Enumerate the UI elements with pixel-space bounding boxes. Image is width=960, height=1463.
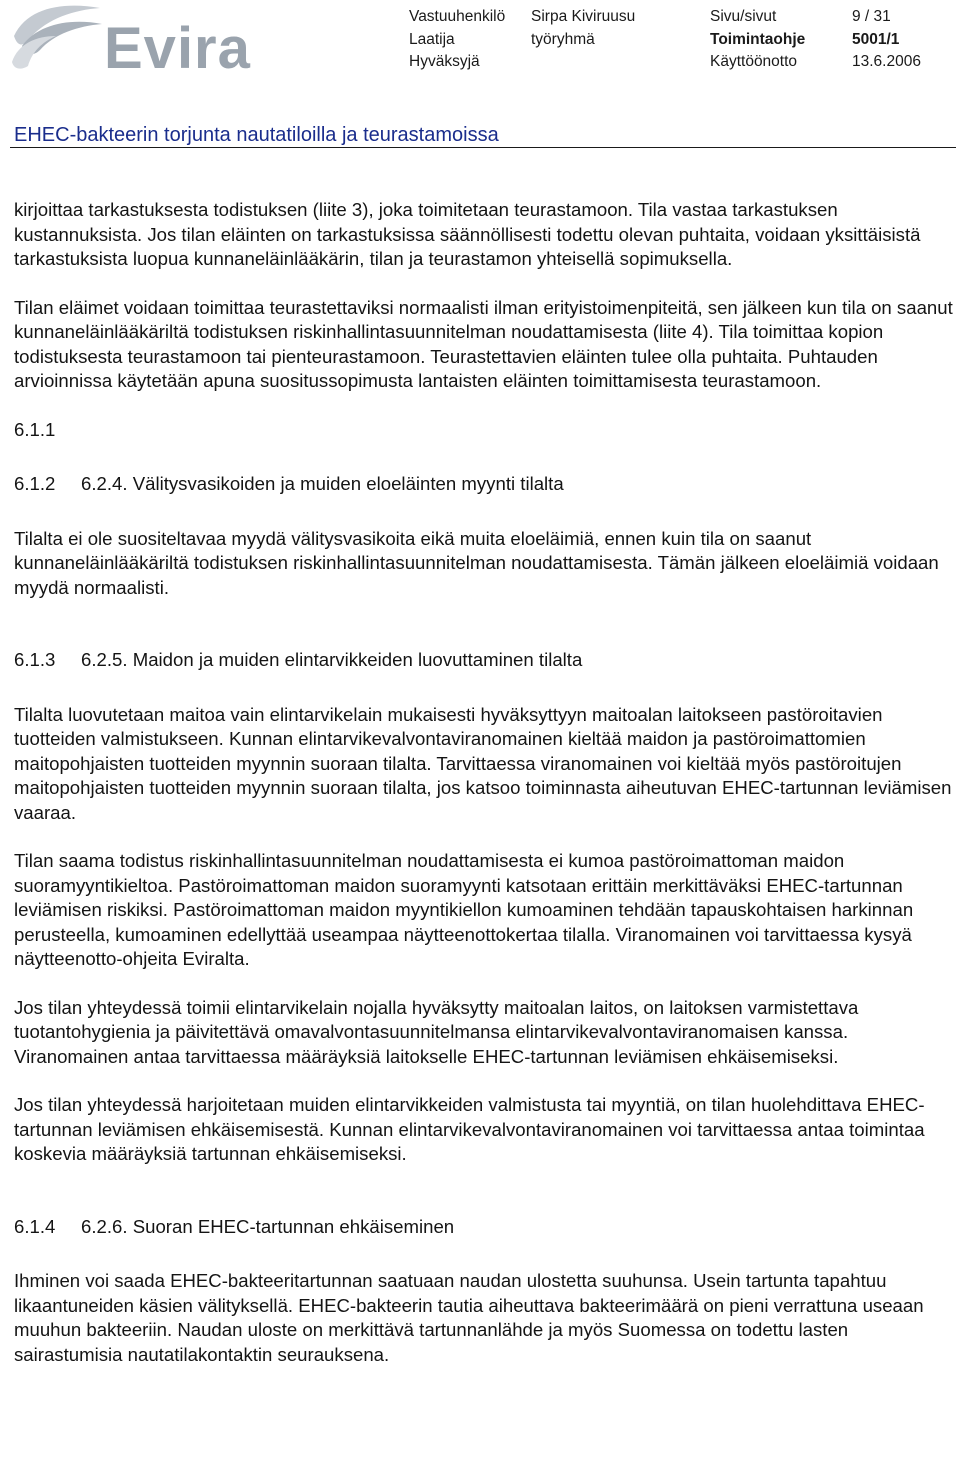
section-heading	[14, 472, 954, 497]
paragraph: Tilalta luovutetaan maitoa vain elintarvikelain mukaisesti hyväksyttyyn maitoalan laitokseen pastöroitavien tuotteiden valmistukseen. Kunnan elintarvikevalvontaviranomainen kieltää maidon ja pastöroimattomien maitopohjaisten tuotteiden myynnin suoraan tilalta. Tarvittaessa viranomainen voi kieltää myös pastöroitujen maitopohjaisten tuotteiden myynnin suoraan tilalta, jos katsoo toiminnasta aiheutuvan EHEC-tartunnan leviämisen vaaraa.	[14, 703, 952, 823]
value-author: työryhmä	[531, 30, 595, 48]
paragraph: kirjoittaa tarkastuksesta todistuksen (liite 3), joka toimitetaan teurastamoon. Tila vastaa tarkastuksen kustannuksista. Jos tilan eläinten on tarkastuksissa säännöllisesti todettu olevan puhtaita, voidaan yksittäisistä tarkastuksista luopua kunnaneläinlääkärin, tilan ja teurastamon yhteisellä sopimuksella.	[14, 199, 921, 269]
paragraph: Jos tilan yhteydessä toimii elintarvikelain nojalla hyväksytty maitoalan laitos, on laitoksen varmistettava tuotantohygienia ja päivitettävä omavalvontasuunnitelmansa elintarvikevalvontaviranomaisen kanssa. Viranomainen antaa tarvittaessa määräyksiä laitokselle EHEC-tartunnan leviämisen ehkäisemiseksi.	[14, 996, 859, 1067]
document-title: EHEC-bakteerin torjunta nautatiloilla ja teurastamoissa	[14, 124, 499, 146]
heading-text: Maidon ja muiden elintarvikkeiden luovuttaminen tilalta	[132, 649, 583, 670]
label-responsible: Vastuuhenkilö	[409, 8, 506, 25]
heading-subnumber: 6.2.5.	[81, 649, 128, 670]
logo-wordmark: Evira	[104, 16, 251, 74]
section-heading	[14, 1215, 954, 1240]
evira-logo-graphic	[8, 2, 264, 74]
heading-number: 6.1.2	[14, 473, 56, 494]
heading-text: Välitysvasikoiden ja muiden eloeläinten myynti tilalta	[132, 473, 564, 494]
meta-values-left	[531, 6, 635, 51]
section-number: 6.1.1	[14, 418, 56, 440]
paragraph: Jos tilan yhteydessä harjoitetaan muiden elintarvikkeiden valmistusta tai myyntiä, on tilan huolehdittava EHEC-tartunnan leviämisen ehkäisemisestä. Kunnan elintarvikevalvontaviranomainen voi tarvittaessa antaa toimintaa koskevia määräyksiä tartunnan ehkäisemiseksi.	[14, 1094, 925, 1164]
value-effective-date: 13.6.2006	[852, 53, 921, 70]
meta-labels-left	[409, 6, 505, 74]
label-author: Laatija	[409, 30, 455, 48]
document-body	[14, 198, 954, 1367]
section-heading	[14, 648, 954, 673]
header-divider	[10, 147, 956, 148]
heading-number: 6.1.4	[14, 1215, 56, 1237]
paragraph: Tilan saama todistus riskinhallintasuunnitelman noudattamisesta ei kumoa pastöroimattoman maidon suoramyyntikieltoa. Pastöroimattoman maidon suoramyynti katsotaan erittäin merkittäväksi EHEC-tartunnan leviämisen riskiksi. Pastöroimattoman maidon myyntikiellon kumoaminen tehdään tapauskohtaisen harkinnan perusteella, kumoaminen edellyttää useampaa näytteenottokertaa tilalla. Viranomainen voi tarvittaessa kysyä näytteenotto-ohjeita Eviralta.	[14, 850, 914, 969]
value-pages: 9 / 31	[852, 8, 891, 25]
label-effective: Käyttöönotto	[710, 53, 798, 70]
meta-labels-right	[710, 6, 805, 74]
meta-values-right	[852, 6, 921, 74]
heading-text: Suoran EHEC-tartunnan ehkäiseminen	[132, 1215, 455, 1237]
paragraph: Tilan eläimet voidaan toimittaa teurastettaviksi normaalisti ilman erityistoimenpiteitä, sen jälkeen kun tila on saanut kunnaneläinlääkäriltä todistuksen riskinhallintasuunnitelman noudattamisesta (liite 4). Tila toimittaa kopion todistuksesta teurastamoon tai pienteurastamoon. Teurastettavien eläinten tulee olla puhtaita. Puhtauden arvioinnissa käytetään apuna suositussopimusta lantaisten eläinten toimittamisesta teurastamoon.	[14, 296, 953, 391]
label-approver: Hyväksyjä	[409, 53, 480, 70]
label-pages: Sivu/sivut	[710, 8, 777, 25]
heading-number: 6.1.3	[14, 649, 56, 670]
value-document-number: 5001/1	[852, 30, 900, 48]
heading-subnumber: 6.2.6.	[81, 1215, 128, 1237]
heading-subnumber: 6.2.4.	[81, 473, 128, 494]
label-document-type: Toimintaohje	[710, 30, 806, 48]
evira-logo	[8, 2, 264, 74]
paragraph: Ihminen voi saada EHEC-bakteeritartunnan saatuaan naudan ulostetta suuhunsa. Usein tartunta tapahtuu likaantuneiden käsien välityksellä. EHEC-bakteerin tautia aiheuttava bakteerimäärä on pieni verrattuna useaan muuhun bakteeriin. Naudan uloste on merkittävä tartunnanlähde ja myös Suomessa on todettu lasten sairastumisia nautatilakontaktin seurauksena.	[14, 1270, 924, 1365]
paragraph: Tilalta ei ole suositeltavaa myydä välitysvasikoita eikä muita eloeläimiä, ennen kuin tila on saanut kunnaneläinlääkäriltä todistuksen riskinhallintasuunnitelman noudattamisesta. Tämän jälkeen eloeläimiä voidaan myydä normaalisti.	[14, 527, 939, 598]
value-responsible: Sirpa Kiviruusu	[531, 8, 636, 25]
